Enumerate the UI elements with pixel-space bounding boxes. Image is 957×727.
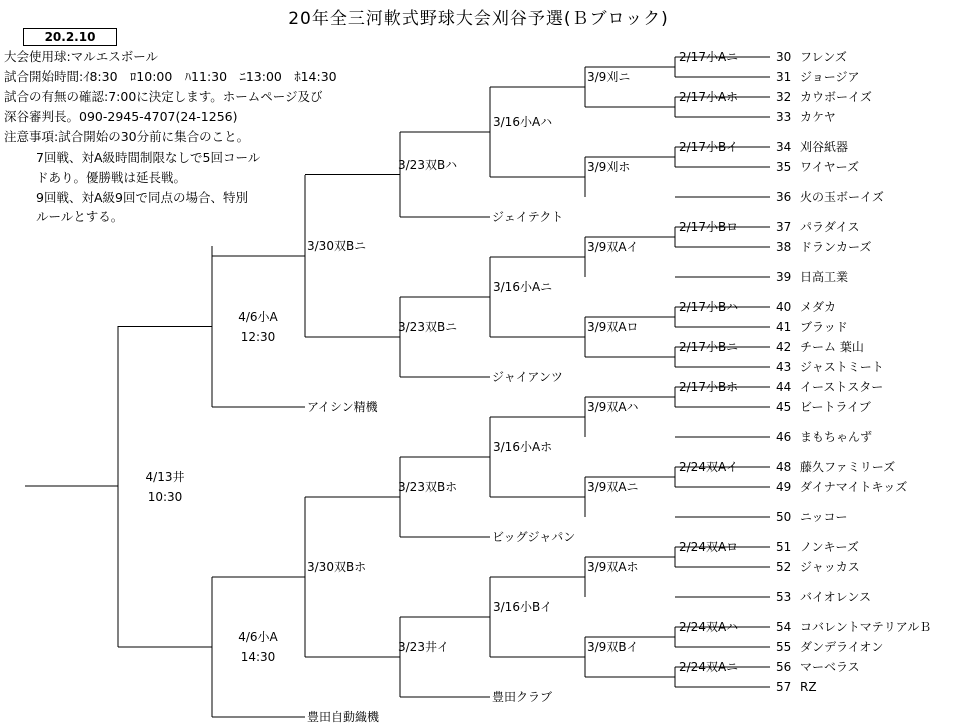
team-name: イーストスター [800, 380, 884, 394]
team-name: 刈谷紙器 [800, 140, 849, 154]
team-name: ジャッカス [800, 560, 860, 574]
match-label: 2/17小Aニ [679, 50, 739, 64]
team-name: ドランカーズ [800, 240, 872, 254]
team-name: ワイヤーズ [800, 160, 860, 174]
match-label: 3/16小Aハ [493, 115, 553, 129]
team-name: RZ [800, 680, 817, 694]
team-number: 55 [776, 640, 792, 654]
match-label: 3/9双Aニ [587, 480, 639, 494]
team-number: 54 [776, 620, 792, 634]
team-name: パラダイス [800, 220, 860, 234]
info-line: ルールとする。 [36, 209, 124, 224]
match-label: 3/16小Aホ [493, 440, 553, 454]
match-time: 12:30 [240, 329, 276, 344]
match-label: 3/9刈ニ [587, 70, 631, 84]
info-line: 深谷審判長。090-2945-4707(24-1256) [4, 109, 238, 124]
team-name: ジャストミート [800, 360, 884, 374]
info-line: 試合の有無の確認:7:00に決定します。ホームページ及び [4, 89, 323, 104]
team-name: ダンデライオン [800, 640, 884, 654]
team-number: 52 [776, 560, 792, 574]
team-name: カウボーイズ [800, 90, 872, 104]
team-name: チーム 葉山 [800, 340, 864, 354]
team-name: フレンズ [800, 50, 847, 64]
seed-team-name: 豊田クラブ [492, 690, 553, 704]
match-label: 3/23双Bニ [398, 320, 458, 334]
team-number: 57 [776, 680, 792, 694]
team-name: カケヤ [800, 110, 836, 124]
team-name: バイオレンス [800, 590, 871, 604]
seed-team-name: 豊田自動織機 [307, 710, 380, 724]
match-label: 2/17小Bロ [679, 220, 739, 234]
team-number: 43 [776, 360, 792, 374]
team-number: 50 [776, 510, 792, 524]
match-label: 2/17小Bホ [679, 380, 739, 394]
info-line: 9回戦、対A級9回で同点の場合、特別 [36, 190, 248, 205]
team-name: ダイナマイトキッズ [800, 480, 908, 494]
match-label: 3/9双Aイ [587, 240, 639, 254]
team-number: 36 [776, 190, 792, 204]
team-name: 火の玉ボーイズ [800, 190, 884, 204]
team-name: 藤久ファミリーズ [800, 460, 896, 474]
match-label: 3/9双Aハ [587, 400, 639, 414]
match-label: 3/30双Bニ [307, 239, 367, 253]
team-name: 日高工業 [800, 270, 849, 284]
team-number: 42 [776, 340, 792, 354]
team-name: メダカ [800, 300, 837, 314]
match-label: 3/23双Bハ [398, 157, 458, 172]
info-line: 7回戦、対A級時間制限なしで5回コール [36, 150, 261, 165]
date-badge: 20.2.10 [23, 28, 117, 46]
match-label: 3/23双Bホ [398, 480, 458, 494]
team-number: 48 [776, 460, 792, 474]
match-label: 3/16小Aニ [493, 280, 553, 294]
team-number: 30 [776, 50, 792, 64]
team-name: ジョージア [800, 70, 860, 84]
team-name: ビートライブ [800, 400, 871, 414]
match-label: 2/17小Bイ [679, 140, 739, 154]
team-name: マーベラス [800, 660, 860, 674]
team-number: 44 [776, 380, 792, 394]
team-number: 32 [776, 90, 792, 104]
info-line: ドあり。優勝戦は延長戦。 [36, 170, 187, 185]
team-name: ニッコー [800, 510, 848, 524]
team-number: 39 [776, 270, 792, 284]
match-label: 4/6小A [238, 630, 278, 644]
team-number: 45 [776, 400, 792, 414]
match-time: 14:30 [240, 650, 276, 664]
team-number: 53 [776, 590, 792, 604]
seed-team-name: ビッグジャパン [492, 530, 576, 544]
team-number: 38 [776, 240, 792, 254]
team-number: 34 [776, 140, 792, 154]
info-line: 大会使用球:マルエスボール [4, 49, 158, 64]
team-number: 49 [776, 480, 792, 494]
match-label: 3/9双Bイ [587, 640, 639, 654]
final-label: 4/13井 [145, 470, 185, 484]
team-number: 51 [776, 540, 792, 554]
team-number: 33 [776, 110, 792, 124]
match-label: 2/24双Aハ [679, 620, 739, 634]
match-label: 2/17小Bハ [679, 300, 739, 314]
page-title: 20年全三河軟式野球大会刈谷予選(Ｂブロック) [288, 9, 669, 29]
team-number: 31 [776, 70, 792, 84]
match-label: 4/6小A [238, 309, 278, 324]
match-label: 2/24双Aイ [679, 460, 739, 474]
team-number: 37 [776, 220, 792, 234]
seed-team-name: ジャイアンツ [492, 370, 563, 384]
match-label: 2/24双Aロ [679, 540, 739, 554]
team-name: コバレントマテリアルＢ [800, 620, 932, 634]
team-number: 35 [776, 160, 792, 174]
team-name: ノンキーズ [800, 540, 859, 554]
match-label: 3/30双Bホ [307, 560, 367, 574]
info-line: 試合開始時間:ｲ8:30 ﾛ10:00 ﾊ11:30 ﾆ13:00 ﾎ14:30 [4, 69, 337, 84]
match-label: 2/17小Bニ [679, 340, 739, 354]
team-number: 40 [776, 300, 792, 314]
match-label: 3/9双Aロ [587, 320, 639, 334]
team-number: 41 [776, 320, 792, 334]
team-name: ブラッド [800, 320, 848, 334]
final-time: 10:30 [147, 490, 183, 504]
match-label: 3/9双Aホ [587, 560, 639, 574]
match-label: 3/16小Bイ [493, 600, 553, 614]
match-label: 2/24双Aニ [679, 660, 739, 674]
seed-team-name: ジェイテクト [492, 210, 564, 224]
match-label: 3/23井イ [398, 640, 449, 654]
match-label: 3/9刈ホ [587, 160, 631, 174]
team-name: まもちゃんず [800, 430, 873, 444]
seed-team-name: アイシン精機 [307, 400, 378, 414]
team-number: 46 [776, 430, 792, 444]
info-line: 注意事項:試合開始の30分前に集合のこと。 [4, 129, 250, 144]
team-number: 56 [776, 660, 792, 674]
match-label: 2/17小Aホ [679, 90, 739, 104]
